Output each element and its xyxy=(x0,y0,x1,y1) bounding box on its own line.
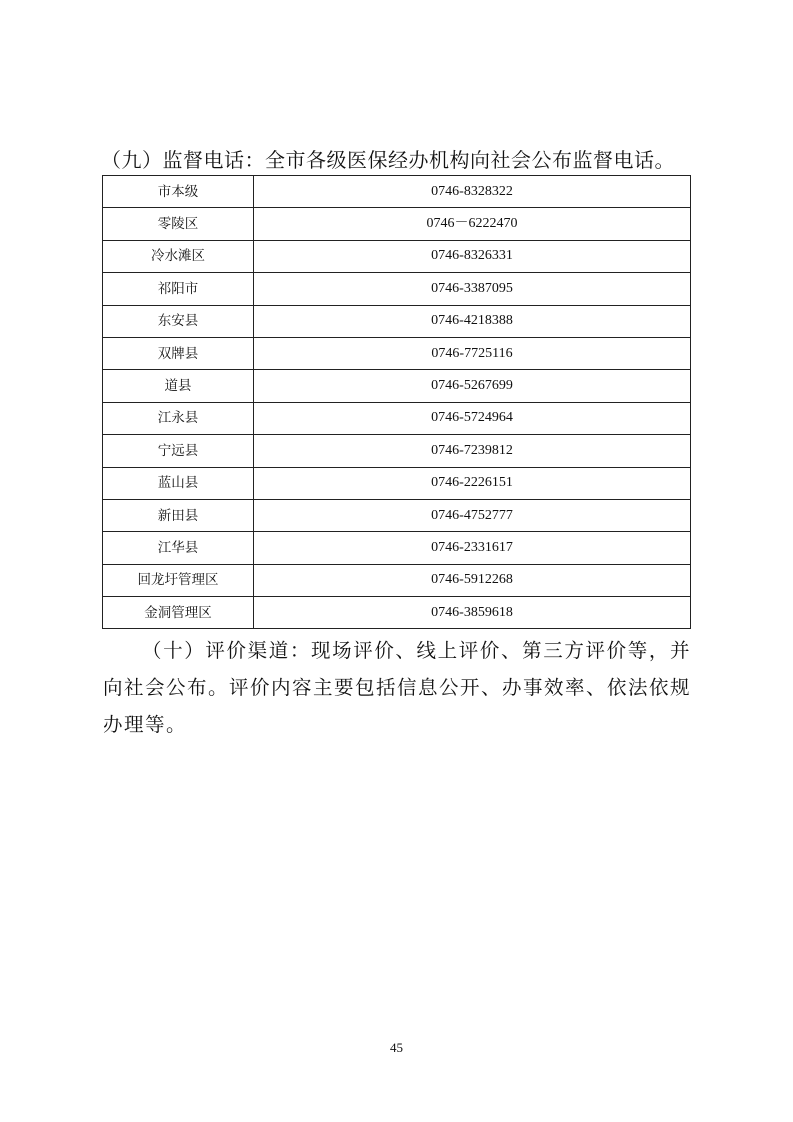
table-row xyxy=(103,564,691,596)
office-name-cell: 祁阳市 xyxy=(103,273,254,305)
table-row xyxy=(103,240,691,272)
office-name-cell: 江永县 xyxy=(103,402,254,434)
table-row xyxy=(103,597,691,629)
phone-number-cell: 0746-4218388 xyxy=(254,305,691,337)
phone-number-cell: 0746-7239812 xyxy=(254,435,691,467)
phone-number-cell: 0746-4752777 xyxy=(254,499,691,531)
table-row xyxy=(103,370,691,402)
phone-number-cell: 0746－6222470 xyxy=(254,208,691,240)
office-name-cell: 双牌县 xyxy=(103,337,254,369)
office-name-cell: 零陵区 xyxy=(103,208,254,240)
phone-number-cell: 0746-5267699 xyxy=(254,370,691,402)
office-name-cell: 金洞管理区 xyxy=(103,597,254,629)
page-number: 45 xyxy=(390,1040,403,1055)
office-name-cell: 东安县 xyxy=(103,305,254,337)
table-row xyxy=(103,532,691,564)
phone-number-cell: 0746-7725116 xyxy=(254,337,691,369)
section-ten-paragraph: （十）评价渠道：现场评价、线上评价、第三方评价等，并向社会公布。评价内容主要包括信息公开、办事效率、依法依规办理等。 xyxy=(103,639,692,736)
phone-number-cell: 0746-8328322 xyxy=(254,176,691,208)
table-row xyxy=(103,176,691,208)
table-row xyxy=(103,467,691,499)
table-row xyxy=(103,273,691,305)
office-name-cell: 回龙圩管理区 xyxy=(103,564,254,596)
phone-number-cell: 0746-2226151 xyxy=(254,467,691,499)
phone-number-cell: 0746-3387095 xyxy=(254,273,691,305)
office-name-cell: 江华县 xyxy=(103,532,254,564)
phone-number-cell: 0746-8326331 xyxy=(254,240,691,272)
table-row xyxy=(103,499,691,531)
office-name-cell: 市本级 xyxy=(103,176,254,208)
table-row xyxy=(103,208,691,240)
table-row xyxy=(103,402,691,434)
office-name-cell: 宁远县 xyxy=(103,435,254,467)
office-name-cell: 新田县 xyxy=(103,499,254,531)
office-name-cell: 道县 xyxy=(103,370,254,402)
phone-number-cell: 0746-5912268 xyxy=(254,564,691,596)
section-nine-heading: （九）监督电话：全市各级医保经办机构向社会公布监督电话。 xyxy=(101,148,675,172)
table-row xyxy=(103,305,691,337)
phone-number-cell: 0746-5724964 xyxy=(254,402,691,434)
table-row xyxy=(103,337,691,369)
office-name-cell: 蓝山县 xyxy=(103,467,254,499)
supervision-phone-table xyxy=(102,175,691,629)
phone-number-cell: 0746-3859618 xyxy=(254,597,691,629)
table-row xyxy=(103,435,691,467)
office-name-cell: 冷水滩区 xyxy=(103,240,254,272)
phone-number-cell: 0746-2331617 xyxy=(254,532,691,564)
